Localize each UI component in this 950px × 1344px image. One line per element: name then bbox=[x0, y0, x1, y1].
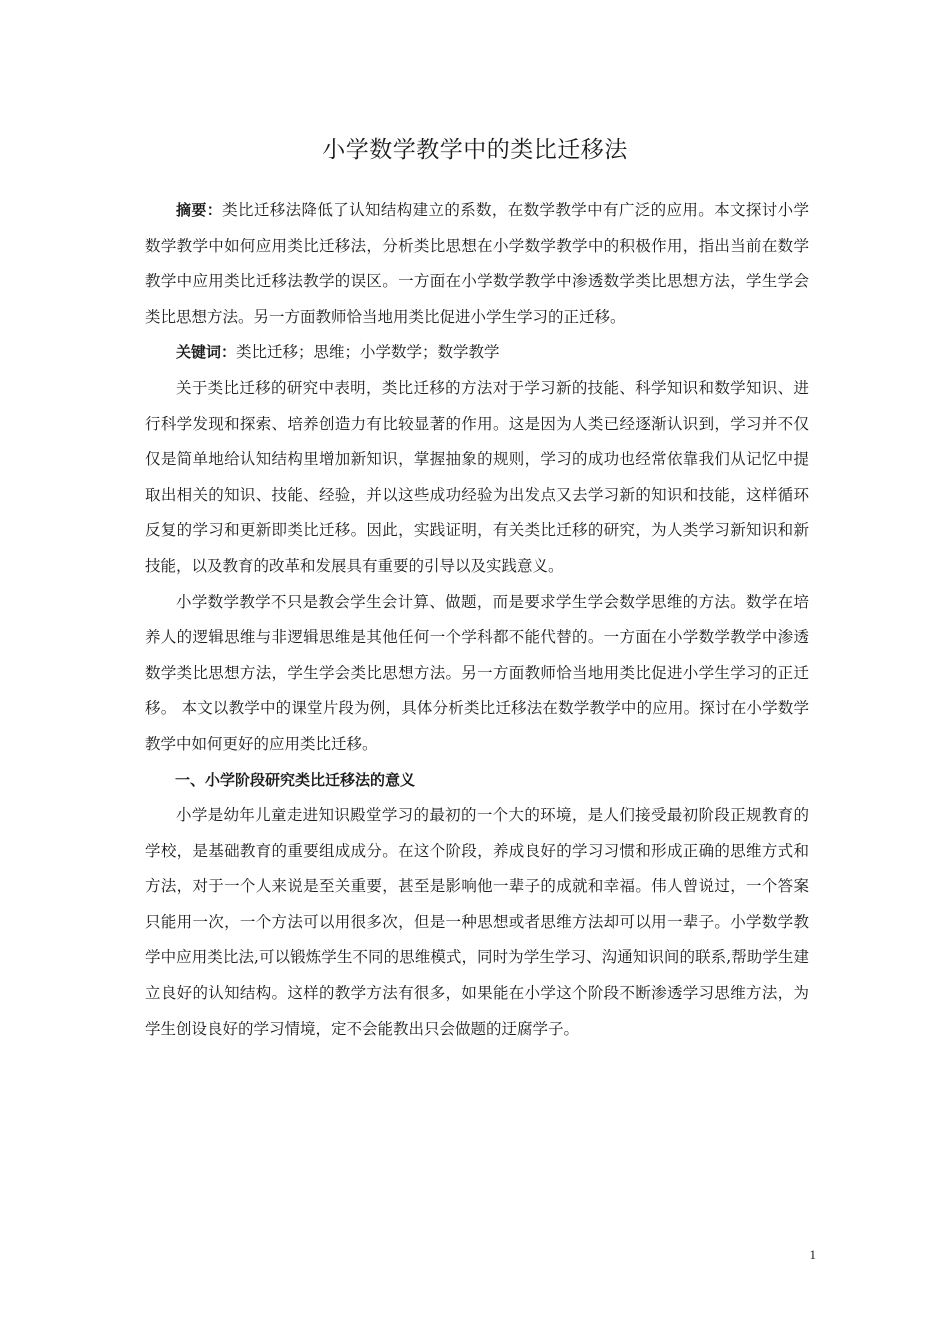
abstract-text: 类比迁移法降低了认知结构建立的系数，在数学教学中有广泛的应用。本文探讨小学数学教学中如何应用类比迁移法，分析类比思想在小学数学教学中的积极作用，指出当前在数学教学中应用类比迁移法教学的误区。一方面在小学数学教学中渗透数学类比思想方法，学生学会类比思想方法。另一方面教师恰当地用类比促进小学生学习的正迁移。 bbox=[145, 201, 809, 326]
page-number: 1 bbox=[809, 1247, 816, 1262]
keywords-text: 类比迁移；思维；小学数学；数学教学 bbox=[236, 343, 500, 362]
abstract-paragraph bbox=[145, 193, 809, 335]
keywords-paragraph bbox=[145, 335, 809, 371]
body-paragraph: 关于类比迁移的研究中表明，类比迁移的方法对于学习新的技能、科学知识和数学知识、进行科学发现和探索、培养创造力有比较显著的作用。这是因为人类已经逐渐认识到，学习并不仅仅是简单地给认知结构里增加新知识，掌握抽象的规则，学习的成功也经常依靠我们从记忆中提取出相关的知识、技能、经验，并以这些成功经验为出发点又去学习新的知识和技能，这样循环反复的学习和更新即类比迁移。因此，实践证明，有关类比迁移的研究，为人类学习新知识和新技能，以及教育的改革和发展具有重要的引导以及实践意义。 bbox=[145, 378, 809, 575]
document-title: 小学数学教学中的类比迁移法 bbox=[322, 137, 628, 163]
keywords-label: 关键词： bbox=[176, 343, 237, 362]
document-body bbox=[145, 193, 809, 1047]
body-paragraph: 小学数学教学不只是教会学生会计算、做题，而是要求学生学会数学思维的方法。数学在培养人的逻辑思维与非逻辑思维是其他任何一个学科都不能代替的。一方面在小学数学教学中渗透数学类比思想方法，学生学会类比思想方法。另一方面教师恰当地用类比促进小学生学习的正迁移。 本文以教学中的课堂片段为例，具体分析类比迁移法在数学教学中的应用。探讨在小学数学教学中如何更好的应用类比迁移。 bbox=[145, 592, 809, 753]
section-heading: 一、小学阶段研究类比迁移法的意义 bbox=[175, 770, 416, 789]
abstract-label: 摘要： bbox=[176, 201, 223, 219]
section-paragraph: 小学是幼年儿童走进知识殿堂学习的最初的一个大的环境，是人们接受最初阶段正规教育的学校，是基础教育的重要组成成分。在这个阶段，养成良好的学习习惯和形成正确的思维方式和方法，对于一个人来说是至关重要，甚至是影响他一辈子的成就和幸福。伟人曾说过，一个答案只能用一次，一个方法可以用很多次，但是一种思想或者思维方法却可以用一辈子。小学数学教学中应用类比法,可以锻炼学生不同的思维模式，同时为学生学习、沟通知识间的联系,帮助学生建立良好的认知结构。这样的教学方法有很多，如果能在小学这个阶段不断渗透学习思维方法，为学生创设良好的学习情境，定不会能教出只会做题的迂腐学子。 bbox=[145, 806, 809, 1038]
